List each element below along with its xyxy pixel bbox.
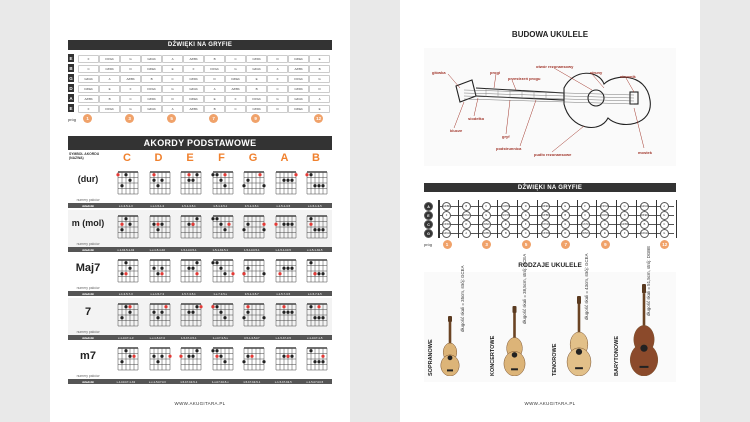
left-footer: WWW.AKUGITARA.PL — [174, 401, 226, 406]
fret-note: F — [120, 85, 141, 93]
fret-marker: 3 — [125, 114, 134, 123]
fret-line — [656, 200, 657, 238]
fret-note: D#/Eb — [581, 229, 590, 238]
chord-diagram — [305, 344, 329, 374]
chord-diagram — [305, 256, 329, 286]
chord-diagram — [148, 256, 172, 286]
fret-note: E — [501, 220, 510, 229]
fret-note: G#/Ab — [501, 211, 510, 220]
fret-note: E — [660, 211, 669, 220]
fret-note: F#/Gb — [462, 211, 471, 220]
fret-note: F — [521, 220, 530, 229]
ukulele-part-label: siodełko — [468, 116, 485, 121]
fret-note: G#/Ab — [141, 55, 162, 63]
fret-note: C#/Db — [600, 211, 609, 220]
fret-marker: 12 — [662, 242, 668, 247]
fret-note: F#/Gb — [246, 95, 267, 103]
fret-note: F#/Gb — [600, 202, 609, 211]
chord-degrees: 1-5-b7-b3-5-1 — [243, 379, 261, 384]
finger-numbers-label: numery palców — [76, 330, 100, 334]
ukulele-part-label: pudło rezonansowe — [534, 152, 572, 157]
fret-marker: 1 — [83, 114, 92, 123]
fret-note: G#/Ab — [183, 85, 204, 93]
fret-marker: 7 — [561, 240, 570, 249]
fret-line — [478, 200, 479, 238]
degree-band-label: składniki — [82, 379, 94, 384]
guitar-fretboard-title: DŹWIĘKI NA GRYFIE — [68, 40, 332, 50]
fret-note: C — [660, 220, 669, 229]
finger-numbers-label: numery palców — [76, 242, 100, 246]
fret-line — [616, 200, 617, 238]
fret-note: D#/Eb — [640, 211, 649, 220]
fret-line — [596, 200, 597, 238]
fret-note: G — [267, 95, 288, 103]
fret-note: G#/Ab — [246, 65, 267, 73]
chord-degrees: x-1-5-1-3-5 — [276, 203, 291, 208]
fret-line — [517, 200, 518, 238]
fret-marker: 12 — [316, 116, 322, 121]
fret-note: F — [225, 95, 246, 103]
fret-note: C — [225, 55, 246, 63]
ukulele-image — [503, 306, 526, 376]
ukulele-image — [440, 316, 460, 376]
chord-diagram — [116, 300, 140, 330]
chord-diagram — [179, 344, 203, 374]
fret-note: F — [78, 55, 99, 63]
string-letter: G — [69, 75, 73, 81]
fret-note: G#/Ab — [581, 220, 590, 229]
chord-degrees: x-1-5-1-b3-5 — [275, 247, 291, 252]
fret-note: F#/Gb — [640, 229, 649, 238]
chord-degrees: 1-5-1-3-5-1 — [181, 203, 196, 208]
fret-note: D — [204, 75, 225, 83]
chord-degrees: 1-5-1-b3-5-1 — [180, 247, 197, 252]
fret-note: G — [225, 65, 246, 73]
chord-diagram — [274, 300, 298, 330]
string-letter: E — [424, 211, 433, 220]
fret-note: G — [620, 202, 629, 211]
fret-note: F#/Gb — [99, 55, 120, 63]
chord-degrees: 1-5-b7-b3-5-1 — [180, 379, 198, 384]
fret-note: D — [162, 95, 183, 103]
finger-numbers-label: numery palców — [76, 374, 100, 378]
chord-degrees: 1-5-1-b3-5-1 — [212, 247, 229, 252]
ukulele-type-desc: długość skali = 43cm, strój: GCEA — [584, 253, 589, 320]
fret-note: F — [267, 75, 288, 83]
fret-note: C#/Db — [501, 202, 510, 211]
fret-note: C — [482, 202, 491, 211]
fret-note: A — [99, 75, 120, 83]
fret-note: G#/Ab — [141, 105, 162, 113]
fret-note: E — [162, 65, 183, 73]
symbol-label: SYMBOL AKORDU (NAZWA) — [69, 152, 100, 160]
fret-line — [577, 200, 578, 238]
chord-type-label: m7 — [80, 350, 96, 362]
fret-marker: 5 — [167, 114, 176, 123]
fret-note: A — [162, 105, 183, 113]
chord-diagram — [305, 212, 329, 242]
fret-note: C#/Db — [442, 220, 451, 229]
fret-note: D — [620, 211, 629, 220]
string-letter: E — [69, 55, 73, 61]
ukulele-image — [566, 296, 592, 376]
finger-numbers-label: numery palców — [76, 286, 100, 290]
fret-note: D#/Eb — [141, 65, 162, 73]
chord-diagram — [242, 212, 266, 242]
chord-degrees: x-1-5-b7-b3-5 — [274, 379, 292, 384]
string-letter: G — [424, 229, 433, 238]
ukulele-fretboard — [424, 196, 676, 254]
chord-letter: D — [154, 152, 163, 164]
fret-note: E — [99, 85, 120, 93]
fret-note: C#/Db — [246, 105, 267, 113]
chord-degrees: x-x-1-5-b7-3 — [149, 335, 165, 340]
fret-note: F#/Gb — [99, 105, 120, 113]
right-footer: WWW.AKUGITARA.PL — [524, 401, 576, 406]
chord-diagram — [179, 256, 203, 286]
fret-marker: 7 — [209, 114, 218, 123]
chord-degrees: x-1-5-1-b3-5 — [307, 247, 323, 252]
degree-band-label: składniki — [82, 335, 94, 340]
fret-line — [636, 200, 637, 238]
chord-degrees: x-1-3-b7-1-3 — [118, 335, 134, 340]
fret-note: C — [267, 85, 288, 93]
string-letter: C — [424, 220, 433, 229]
fret-note: E — [600, 229, 609, 238]
finger-numbers-label: numery palców — [76, 198, 100, 202]
chord-type-label: Maj7 — [75, 262, 101, 274]
prog-label: próg — [68, 117, 77, 122]
chord-degrees: x-x-1-5-7-3 — [150, 291, 165, 296]
fret-note: F#/Gb — [288, 75, 309, 83]
chord-type-label: 7 — [84, 306, 92, 318]
chord-degrees: 1-5-1-b3-5-1 — [243, 247, 260, 252]
ukulele-part-label: strunnik — [620, 74, 636, 79]
ukulele-part-label: przestrzeń progu — [508, 76, 541, 81]
ukulele-type-name: TENOROWE — [552, 343, 558, 376]
fret-marker: 5 — [522, 240, 531, 249]
guitar-fretboard — [68, 52, 332, 128]
chord-diagram — [148, 344, 172, 374]
chord-diagram — [242, 256, 266, 286]
fret-note: C#/Db — [288, 85, 309, 93]
fret-note: D — [309, 85, 330, 93]
fret-line — [557, 200, 558, 238]
guitar-chart-page — [50, 0, 350, 422]
fret-note: F — [442, 211, 451, 220]
fret-note: A#/Bb — [482, 229, 491, 238]
chord-diagram — [116, 212, 140, 242]
ukulele-part-label: otwór rezonansowy — [536, 64, 574, 69]
fret-line — [438, 200, 440, 238]
fret-note: G — [120, 55, 141, 63]
chord-diagram — [274, 212, 298, 242]
fret-note: D#/Eb — [78, 85, 99, 93]
chords-title: AKORDY PODSTAWOWE — [68, 136, 332, 150]
string-letter: E — [69, 105, 73, 111]
fret-line — [676, 200, 677, 238]
chord-letter: E — [186, 152, 194, 164]
fret-note: A — [521, 211, 530, 220]
fret-note: G — [561, 220, 570, 229]
chord-diagram — [305, 300, 329, 330]
ukulele-diagram — [424, 48, 676, 166]
degree-band-label: składniki — [82, 203, 94, 208]
ukulele-part-label: główka — [432, 70, 446, 75]
ukulele-type-name: BARYTONOWE — [614, 335, 620, 376]
chord-degrees: x-1-5-b7-b3-5 — [306, 379, 324, 384]
chord-diagram — [211, 168, 235, 198]
chord-diagram — [116, 256, 140, 286]
fret-note: D — [521, 202, 530, 211]
ukulele-chart-page — [400, 0, 700, 422]
fret-note: C — [521, 229, 530, 238]
fret-note: A — [204, 85, 225, 93]
fret-note: G#/Ab — [640, 202, 649, 211]
chord-degrees: x-x-1-5-b7-b3 — [148, 379, 166, 384]
chord-diagram — [211, 344, 235, 374]
fret-note: C#/Db — [541, 229, 550, 238]
ukulele-part-label: klucze — [450, 128, 463, 133]
ukulele-type-name: KONCERTOWE — [490, 335, 496, 376]
fret-note: E — [309, 55, 330, 63]
fret-note: C#/Db — [99, 65, 120, 73]
fret-note: C — [120, 95, 141, 103]
chord-letter: C — [123, 152, 131, 164]
chord-letter: A — [280, 152, 289, 164]
fret-note: D — [462, 220, 471, 229]
fret-note: E — [309, 105, 330, 113]
fret-note: C#/Db — [141, 95, 162, 103]
chord-diagram — [274, 344, 298, 374]
ukulele-type-desc: długość skali = 51,5cm, strój: DGBE — [646, 245, 651, 316]
ukulele-fretboard-title: DŹWIĘKI NA GRYFIE — [424, 183, 676, 192]
fret-note: D#/Eb — [288, 55, 309, 63]
fret-line — [458, 200, 459, 238]
fret-note: G — [309, 75, 330, 83]
chord-degrees: 3-5-1-3-5-1 — [244, 203, 259, 208]
chord-degrees: x-1-5-7-3-5 — [307, 291, 322, 296]
chord-degrees: 1-5-7-3-5-1 — [181, 291, 196, 296]
fret-note: A#/Bb — [225, 85, 246, 93]
fret-note: A — [267, 65, 288, 73]
string-letter: A — [69, 95, 73, 101]
fret-note: A#/Bb — [183, 55, 204, 63]
chord-grid — [68, 150, 332, 384]
fret-note: D#/Eb — [183, 95, 204, 103]
fret-note: B — [204, 105, 225, 113]
ukulele-types-title: RODZAJE UKULELE — [518, 262, 582, 269]
fret-note: G — [482, 211, 491, 220]
chord-degrees: x-1-5-1-3-5 — [307, 203, 322, 208]
ukulele-type-desc: długość skali = 38,5cm, strój: GCEA — [522, 253, 527, 324]
fret-note: F — [78, 105, 99, 113]
fret-note: A#/Bb — [620, 220, 629, 229]
fret-note: E — [561, 202, 570, 211]
fret-note: B — [462, 202, 471, 211]
chord-letter: B — [312, 152, 320, 164]
fret-line — [497, 200, 498, 238]
chord-degrees: 1-x-7-3-5-x — [213, 291, 228, 296]
chord-type-label: (dur) — [77, 174, 99, 184]
fret-line — [537, 200, 538, 238]
fret-note: A — [600, 220, 609, 229]
fret-note: B — [99, 95, 120, 103]
fret-note: F#/Gb — [204, 65, 225, 73]
fret-note: A#/Bb — [288, 65, 309, 73]
chord-diagram — [116, 168, 140, 198]
ukulele-part-label: struny — [590, 70, 603, 75]
chord-diagram — [242, 300, 266, 330]
fret-note: F — [620, 229, 629, 238]
fret-note: A#/Bb — [183, 105, 204, 113]
chord-degrees: 3-5-1-3-5-b7 — [243, 335, 260, 340]
fret-note: B — [204, 55, 225, 63]
chord-diagram — [148, 168, 172, 198]
fret-note: A#/Bb — [78, 95, 99, 103]
string-letter: B — [69, 65, 73, 71]
fret-note: C — [225, 105, 246, 113]
prog-label: próg — [424, 242, 433, 247]
chord-letter: F — [218, 152, 225, 164]
fret-note: E — [246, 75, 267, 83]
fret-note: E — [204, 95, 225, 103]
string-letter: D — [69, 85, 73, 91]
fret-marker: 9 — [251, 114, 260, 123]
chord-degrees: x-1-3-b7-1-5 — [307, 335, 323, 340]
chord-diagram — [242, 168, 266, 198]
chord-degrees: 1-x-b7-3-5-x — [212, 335, 228, 340]
chord-diagram — [305, 168, 329, 198]
ukulele-type-name: SOPRANOWE — [428, 339, 434, 376]
ukulele-part-label: gryf — [502, 134, 510, 139]
chord-degrees: x-1-b3-5-1-b3 — [117, 247, 135, 252]
fret-note: F — [581, 202, 590, 211]
fret-note: C — [78, 65, 99, 73]
fret-note: D — [267, 105, 288, 113]
fret-note: D#/Eb — [225, 75, 246, 83]
chord-diagram — [211, 256, 235, 286]
fret-note: F#/Gb — [541, 220, 550, 229]
ukulele-anatomy-title: BUDOWA UKULELE — [511, 30, 589, 39]
chord-degrees: x-1-5-b7-3-5 — [275, 335, 291, 340]
degree-band-label: składniki — [82, 247, 94, 252]
ukulele-part-label: podstrunnica — [496, 146, 522, 151]
chord-diagram — [242, 344, 266, 374]
chord-diagram — [211, 300, 235, 330]
fret-note: C#/Db — [183, 75, 204, 83]
fret-marker: 9 — [601, 240, 610, 249]
fret-note: D#/Eb — [541, 202, 550, 211]
fret-note: D#/Eb — [288, 105, 309, 113]
fret-note: A#/Bb — [541, 211, 550, 220]
fret-note: G — [120, 105, 141, 113]
chord-diagram — [274, 168, 298, 198]
fret-note: B — [640, 220, 649, 229]
fret-note: G#/Ab — [78, 75, 99, 83]
fret-note: B — [309, 65, 330, 73]
chord-letter: G — [248, 152, 258, 164]
fret-note: C — [581, 211, 590, 220]
chord-type-label: m (mol) — [71, 218, 105, 228]
fret-note: B — [141, 75, 162, 83]
fret-note: A#/Bb — [442, 202, 451, 211]
fret-note: G#/Ab — [288, 95, 309, 103]
fret-note: A — [660, 202, 669, 211]
chord-degrees: x-1-b3-b7-1-b3 — [116, 379, 135, 384]
fret-note: C — [162, 75, 183, 83]
fret-note: B — [501, 229, 510, 238]
fret-note: A#/Bb — [120, 75, 141, 83]
chord-degrees: 1-x-b7-b3-5-x — [211, 379, 229, 384]
fret-note: C#/Db — [246, 55, 267, 63]
chord-diagram — [274, 256, 298, 286]
ukulele-type-desc: długość skali = 35cm, strój: GCEA — [460, 265, 465, 332]
string-letter: A — [424, 202, 433, 211]
ukulele-part-label: mostek — [638, 150, 653, 155]
degree-band-label: składniki — [82, 291, 94, 296]
fret-note: B — [246, 85, 267, 93]
fret-note: B — [561, 211, 570, 220]
chord-degrees: x-x-1-5-1-b3 — [149, 247, 165, 252]
fret-note: G#/Ab — [442, 229, 451, 238]
fret-note: G — [162, 85, 183, 93]
chord-diagram — [148, 300, 172, 330]
chord-diagram — [179, 168, 203, 198]
fret-note: D — [120, 65, 141, 73]
chord-degrees: x-1-3-5-1-3 — [118, 203, 133, 208]
fret-note: D — [561, 229, 570, 238]
chord-diagram — [179, 300, 203, 330]
chord-degrees: 1-5-1-3-5-1 — [213, 203, 228, 208]
fret-note: A — [162, 55, 183, 63]
chord-degrees: x-x-1-5-1-3 — [150, 203, 165, 208]
chord-diagram — [179, 212, 203, 242]
ukulele-image — [629, 284, 659, 376]
fret-marker: 3 — [482, 240, 491, 249]
chord-diagram — [211, 212, 235, 242]
fret-note: G — [660, 229, 669, 238]
fret-note: F#/Gb — [141, 85, 162, 93]
fret-note: D#/Eb — [482, 220, 491, 229]
chord-diagram — [116, 344, 140, 374]
fret-marker: 1 — [443, 240, 452, 249]
chord-degrees: x-1-3-5-7-3 — [118, 291, 133, 296]
fret-note: D — [267, 55, 288, 63]
chord-degrees: 1-5-b7-3-5-1 — [180, 335, 197, 340]
chord-degrees: 3-5-1-3-5-7 — [244, 291, 259, 296]
ukulele-part-label: progi — [490, 70, 500, 75]
fret-note: A — [462, 229, 471, 238]
chord-diagram — [148, 212, 172, 242]
fret-note: A — [309, 95, 330, 103]
fret-note: F — [183, 65, 204, 73]
chord-degrees: x-1-5-7-3-5 — [276, 291, 291, 296]
